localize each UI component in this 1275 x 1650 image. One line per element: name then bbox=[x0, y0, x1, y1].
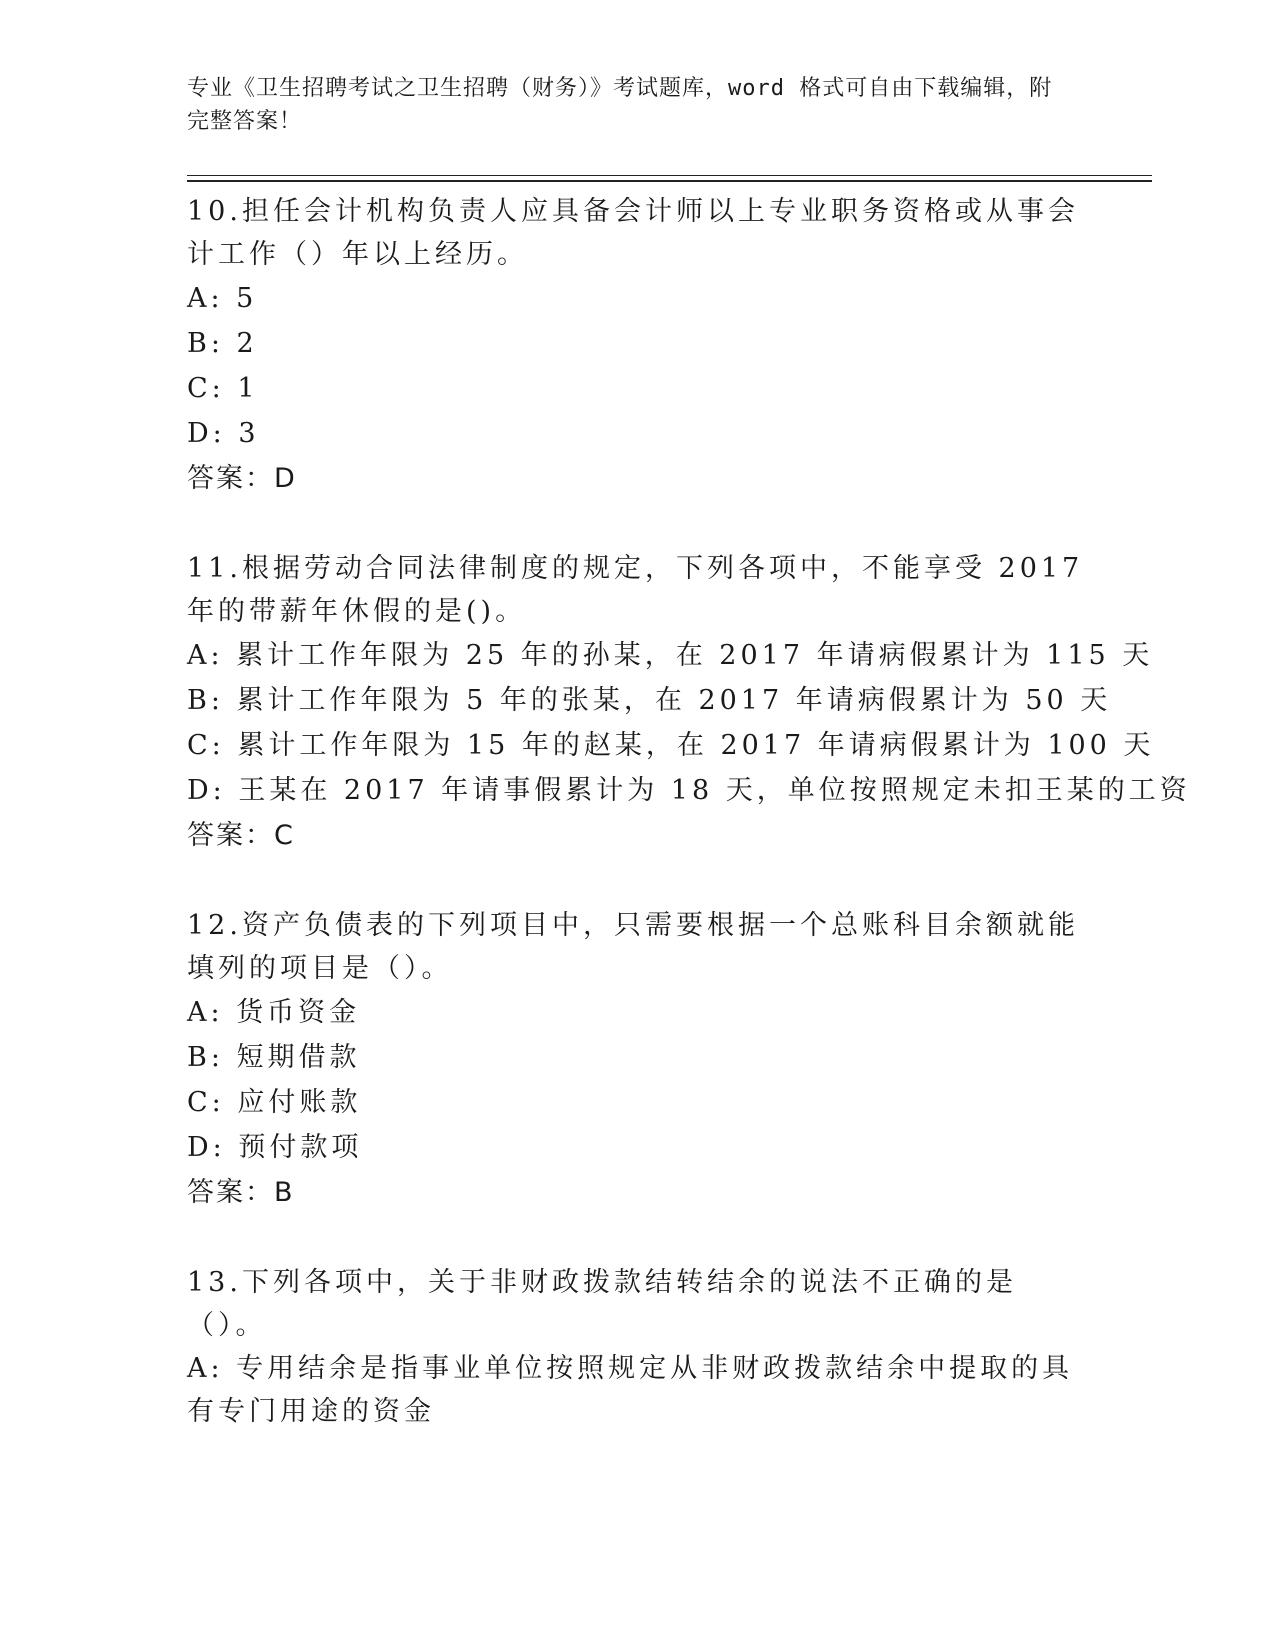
document-header-intro: 专业《卫生招聘考试之卫生招聘（财务）》考试题库，word 格式可自由下载编辑，附完整答案！ bbox=[187, 76, 1053, 134]
option-d: D: 预付款项 bbox=[187, 1132, 363, 1163]
answer-line: 答案：C bbox=[187, 820, 295, 851]
header-divider-thick bbox=[187, 180, 1152, 182]
option-a: A: 专用结余是指事业单位按照规定从非财政拨款结余中提取的具有专门用途的资金 bbox=[187, 1353, 1074, 1427]
option-c: C: 累计工作年限为 15 年的赵某，在 2017 年请病假累计为 100 天 bbox=[187, 730, 1155, 761]
question-10 bbox=[187, 190, 1087, 501]
option-b: B: 累计工作年限为 5 年的张某，在 2017 年请病假累计为 50 天 bbox=[187, 685, 1112, 716]
question-stem: 10.担任会计机构负责人应具备会计师以上专业职务资格或从事会计工作（）年以上经历。 bbox=[187, 196, 1079, 270]
question-13 bbox=[187, 1261, 1087, 1433]
option-a: A: 货币资金 bbox=[187, 997, 361, 1028]
option-c: C: 1 bbox=[187, 373, 259, 404]
question-stem: 13.下列各项中，关于非财政拨款结转结余的说法不正确的是（）。 bbox=[187, 1267, 1017, 1341]
question-12 bbox=[187, 904, 1087, 1215]
option-c: C: 应付账款 bbox=[187, 1087, 362, 1118]
question-stem: 11.根据劳动合同法律制度的规定，下列各项中，不能享受 2017 年的带薪年休假的是()。 bbox=[187, 553, 1084, 627]
answer-line: 答案：D bbox=[187, 463, 297, 494]
option-d: D: 3 bbox=[187, 418, 260, 449]
option-a: A: 累计工作年限为 25 年的孙某，在 2017 年请病假累计为 115 天 bbox=[187, 640, 1154, 671]
question-list bbox=[187, 190, 1191, 1433]
question-stem: 12.资产负债表的下列项目中，只需要根据一个总账科目余额就能填列的项目是（）。 bbox=[187, 910, 1079, 984]
option-b: B: 2 bbox=[187, 328, 258, 359]
option-b: B: 短期借款 bbox=[187, 1042, 361, 1073]
answer-line: 答案：B bbox=[187, 1177, 295, 1208]
question-11 bbox=[187, 547, 1191, 858]
header-divider-thin bbox=[187, 175, 1152, 176]
option-a: A: 5 bbox=[187, 283, 258, 314]
option-d: D: 王某在 2017 年请事假累计为 18 天，单位按照规定未扣王某的工资 bbox=[187, 775, 1191, 806]
